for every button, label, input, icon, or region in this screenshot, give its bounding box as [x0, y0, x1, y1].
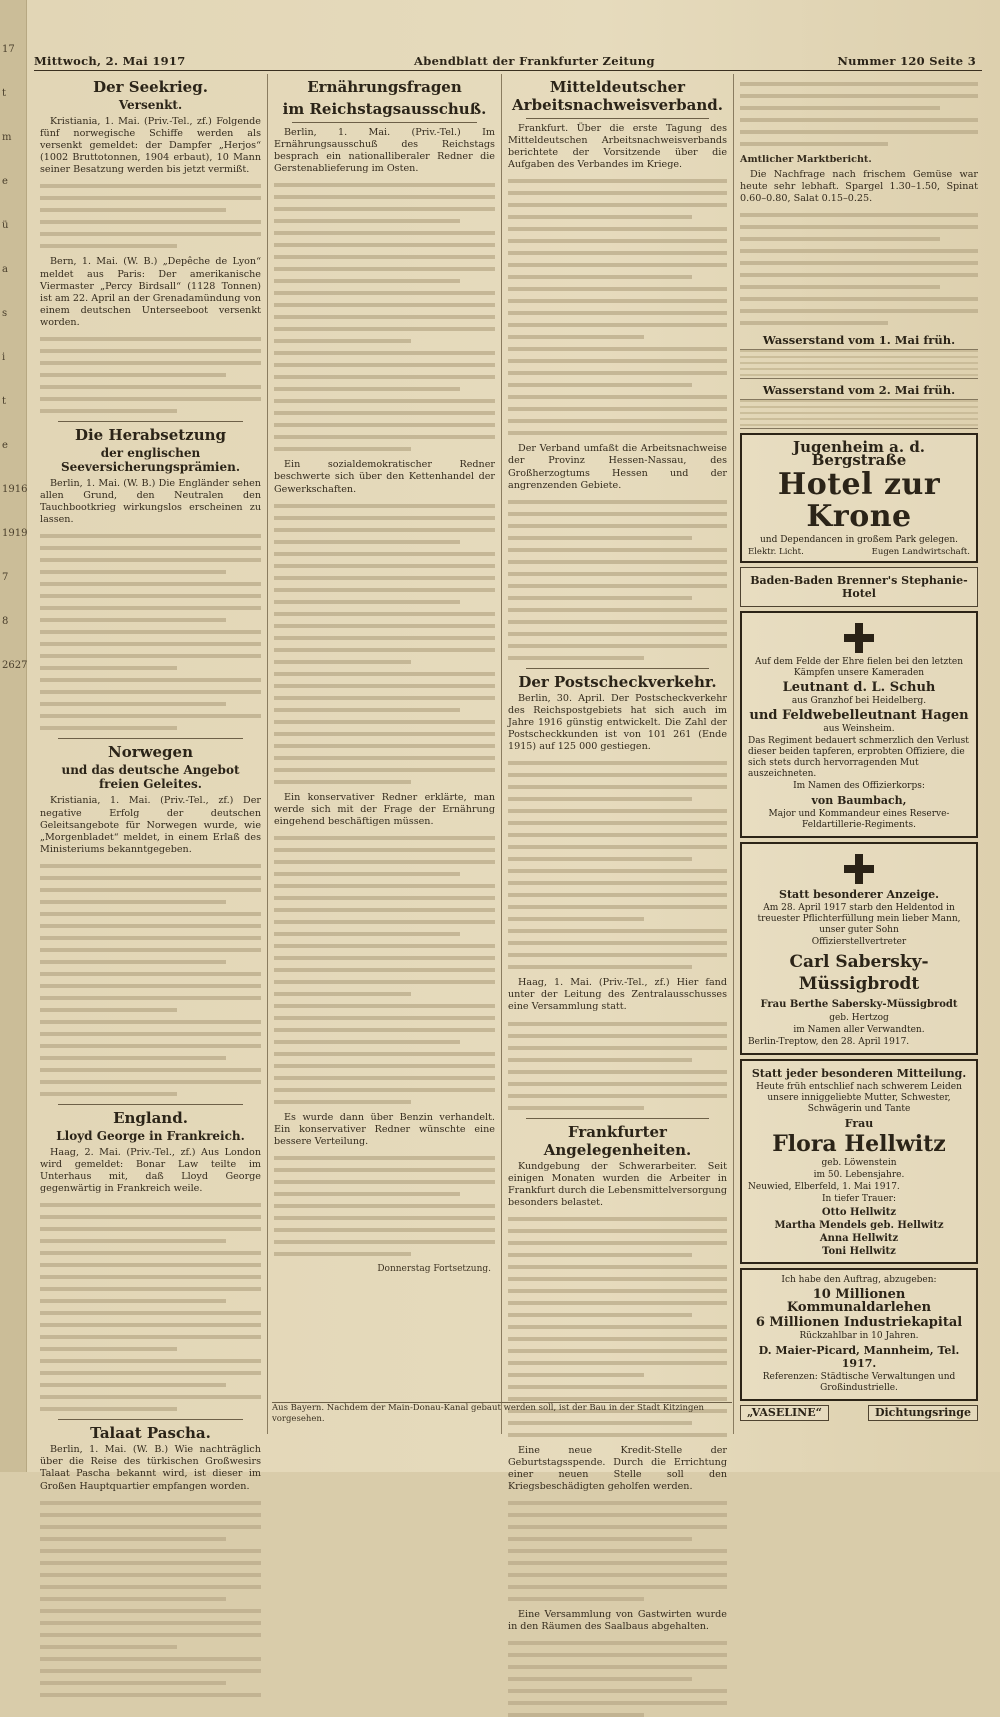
- obituary-family: im Namen aller Verwandten.: [793, 1025, 925, 1036]
- obituary-place: Neuwied, Elberfeld, 1. Mai 1917.: [748, 1182, 900, 1193]
- ad-location: Jugenheim a. d. Bergstraße: [792, 438, 926, 470]
- ad-footer-right: Eugen Landwirtschaft.: [871, 547, 970, 558]
- ad-stephanie-hotel: [740, 567, 978, 607]
- article-paragraph: Haag, 1. Mai. (Priv.-Tel., zf.) Hier fand unter der Leitung des Zentralausschusses eine Versammlung statt.: [508, 977, 727, 1013]
- article-title: Die Herabsetzung: [74, 426, 227, 445]
- article-paragraph: Kundgebung der Schwerarbeiter. Seit einigen Monaten wurden die Arbeiter in Frankfurt durch die Lebensmittelversorgung besonders belastet.: [508, 1160, 727, 1208]
- obituary-signer: von Baumbach,: [811, 794, 907, 808]
- obituary-title: Frau: [844, 1117, 874, 1131]
- edge-glyph: ü: [2, 220, 9, 231]
- obituary-rank: Offizierstellvertreter: [811, 937, 907, 948]
- edge-glyph: t: [2, 88, 7, 99]
- obituary-age: im 50. Lebensjahre.: [813, 1170, 905, 1181]
- illegible-text-block: [508, 1501, 727, 1601]
- edge-glyph: 7: [2, 572, 9, 583]
- obituary-intro: Auf dem Felde der Ehre fielen bei den letzten Kämpfen unsere Kameraden: [754, 657, 964, 679]
- divider: [292, 122, 477, 123]
- illegible-text-block: [274, 1156, 495, 1256]
- illegible-text-block: [508, 1641, 727, 1717]
- market-heading: Amtlicher Marktbericht.: [740, 154, 872, 165]
- edge-glyph: 2627: [2, 660, 28, 671]
- edge-glyph: t: [2, 396, 7, 407]
- edge-glyph: e: [2, 440, 8, 451]
- issue-date: Mittwoch, 2. Mai 1917: [34, 54, 186, 68]
- article-title: Frankfurter Angelegenheiten.: [543, 1122, 692, 1159]
- article-paragraph: Haag, 2. Mai. (Priv.-Tel., zf.) Aus London wird gemeldet: Bonar Law teilte im Unterhaus mit, daß Lloyd George gegenwärtig in Frankreich weile.: [40, 1146, 261, 1195]
- obituary-detail: aus Granzhof bei Heidelberg.: [791, 696, 927, 707]
- article-title: England.: [113, 1108, 188, 1127]
- bottom-notice: Aus Bayern. Nachdem der Main-Donau-Kanal gebaut werden soll, ist der Bau in der Stadt Kitzingen vorgesehen.: [272, 1402, 732, 1429]
- article-paragraph: Bern, 1. Mai. (W. B.) „Depêche de Lyon“ meldet aus Paris: Der amerikanische Viermaster „Percy Birdsall“ (1128 Tonnen) ist am 22. April an der Grenadamündung von einem deutschen Unterseeboot versenkt worden.: [40, 256, 261, 328]
- column-4: [734, 74, 984, 1434]
- article-paragraph: Berlin, 1. Mai. (W. B.) Wie nachträglich über die Reise des türkischen Großwesirs Talaat Pascha bekannt wird, ist dieser im Großen Hauptquartier empfangen worden.: [40, 1444, 261, 1492]
- article-title: Ernährungsfragen: [307, 78, 462, 96]
- divider: [526, 118, 709, 119]
- mourner: Toni Hellwitz: [822, 1246, 896, 1258]
- article-paragraph: Kristiania, 1. Mai. (Priv.-Tel., zf.) Der negative Erfolg der deutschen Geleitsangebote für Norwegen wurde, wie „Morgenbladet“ meldet, in einem Erlaß des Ministeriums bekanntgegeben.: [40, 795, 261, 855]
- obituary-wife-born: geb. Hertzog: [829, 1013, 889, 1024]
- ad-description: und Dependancen in großem Park gelegen.: [759, 535, 958, 546]
- divider: [58, 421, 243, 422]
- continuation-note: Donnerstag Fortsetzung.: [377, 1264, 491, 1275]
- edge-glyph: 8: [2, 616, 9, 627]
- divider: [58, 1104, 243, 1105]
- water-level-title: Wasserstand vom 1. Mai früh.: [762, 333, 956, 348]
- article-paragraph: Ein sozialdemokratischer Redner beschwerte sich über den Kettenhandel der Gewerkschaften.: [274, 459, 495, 495]
- obituary-detail: aus Weinsheim.: [823, 724, 895, 735]
- obituary-name: Leutnant d. L. Schuh: [782, 680, 936, 696]
- obituary-born: geb. Löwenstein: [821, 1158, 897, 1169]
- ad-bank-firm: D. Maier-Picard, Mannheim, Tel. 1917.: [758, 1344, 960, 1371]
- adjacent-page-edge: [0, 0, 27, 1472]
- article-paragraph: Berlin, 1. Mai. (W. B.) Die Engländer sehen allen Grund, den Neutralen den Tauchbootkrieg wirkungslos erscheinen zu lassen.: [40, 478, 261, 526]
- edge-glyph: 1919: [2, 528, 28, 539]
- article-paragraph: Ein konservativer Redner erklärte, man werde sich mit der Frage der Ernährung eingehend beschäftigen müssen.: [274, 791, 495, 827]
- obituary-name: und Feldwebelleutnant Hagen: [749, 708, 969, 724]
- ad-hotel-krone: [740, 433, 978, 563]
- obituary-sign-title: Major und Kommandeur eines Reserve-Feldartillerie-Regiments.: [768, 809, 950, 831]
- illegible-text-block: [508, 500, 727, 660]
- article-title: Der Postscheckverkehr.: [518, 672, 717, 691]
- mourner: Martha Mendels geb. Hellwitz: [774, 1220, 944, 1232]
- obituary-text: Das Regiment bedauert schmerzlich den Verlust dieser beiden tapferen, erprobten Offiziere, die sich stets durch hervorragenden Mut auszeichneten.: [748, 736, 969, 780]
- edge-glyph: e: [2, 176, 8, 187]
- ad-bank-terms: Rückzahlbar in 10 Jahren.: [799, 1331, 919, 1342]
- iron-cross-icon: [844, 623, 874, 653]
- article-subtitle: im Reichstagsausschuß.: [282, 100, 487, 118]
- ad-bank-offer: 10 Millionen Kommunaldarlehen: [786, 1287, 932, 1316]
- divider: [526, 1118, 709, 1119]
- obituary-sign: Im Namen des Offizierkorps:: [793, 781, 925, 792]
- article-paragraph: Berlin, 30. April. Der Postscheckverkehr des Reichspostgebiets hat sich auch im Jahre 1916 günstig entwickelt. Die Zahl der Postscheckkunden ist von 101 261 (Ende 1915) auf 125 000 gestiegen.: [508, 692, 727, 753]
- article-paragraph: Der Verband umfaßt die Arbeitsnachweise der Provinz Hessen-Nassau, des Großherzogtums Hessen und der angrenzenden Gebiete.: [508, 443, 727, 491]
- illegible-text-block: [40, 864, 261, 1096]
- edge-glyph: a: [2, 264, 8, 275]
- obituary-text: Heute früh entschlief nach schwerem Leiden unsere inniggeliebte Mutter, Schwester, Schwägerin und Tante: [756, 1082, 962, 1115]
- article-subtitle: Lloyd George in Frankreich.: [56, 1128, 245, 1143]
- article-title: Norwegen: [107, 743, 193, 762]
- issue-number: Nummer 120 Seite 3: [837, 54, 976, 68]
- mourner: Otto Hellwitz: [821, 1207, 897, 1219]
- edge-glyph: i: [2, 352, 6, 363]
- article-paragraph: Eine Versammlung von Gastwirten wurde in den Räumen des Saalbaus abgehalten.: [508, 1609, 727, 1633]
- ad-footer-left: Elektr. Licht.: [748, 547, 804, 558]
- obituary-sabersky: [740, 842, 978, 1055]
- illegible-text-block: [40, 1203, 261, 1411]
- column-1: [34, 74, 268, 1492]
- illegible-text-block: [274, 836, 495, 1104]
- newspaper-title: Abendblatt der Frankfurter Zeitung: [414, 54, 655, 68]
- illegible-text-block: [40, 184, 261, 248]
- article-paragraph: Eine neue Kredit-Stelle der Geburtstagsspende. Durch die Errichtung einer neuen Stelle soll den Kriegsbeschädigten geholfen werden.: [508, 1444, 727, 1493]
- edge-glyph: m: [2, 132, 12, 143]
- illegible-text-block: [508, 179, 727, 435]
- illegible-text-block: [740, 213, 978, 325]
- divider: [526, 668, 709, 669]
- divider: [58, 738, 243, 739]
- ad-text: Baden-Baden Brenner's Stephanie-Hotel: [750, 574, 968, 601]
- article-title: Der Seekrieg.: [93, 78, 208, 96]
- obituary-wife: Frau Berthe Sabersky-Müssigbrodt: [760, 999, 958, 1011]
- illegible-text-block: [508, 761, 727, 969]
- illegible-text-block: [40, 1501, 261, 1697]
- edge-glyph: s: [2, 308, 8, 319]
- ad-hotel-name: Hotel zur Krone: [777, 467, 941, 535]
- water-level-table: [740, 349, 978, 379]
- ad-bank-offer: 6 Millionen Industriekapital: [755, 1315, 963, 1331]
- water-level-title: Wasserstand vom 2. Mai früh.: [762, 383, 956, 398]
- obituary-officers: [740, 611, 978, 838]
- ad-footer: [748, 547, 970, 557]
- column-2: [268, 74, 502, 1434]
- market-report: Die Nachfrage nach frischem Gemüse war heute sehr lebhaft. Spargel 1.30–1.50, Spinat 0.60–0.80, Salat 0.15–0.25.: [740, 169, 978, 205]
- article-title: Mitteldeutscher Arbeitsnachweisverband.: [512, 78, 723, 114]
- article-subtitle: Versenkt.: [118, 98, 183, 112]
- obituary-name: Flora Hellwitz: [772, 1131, 946, 1158]
- mourner: Anna Hellwitz: [819, 1233, 899, 1245]
- ad-vaseline: „VASELINE“: [740, 1405, 829, 1421]
- obituary-name: Carl Sabersky-Müssigbrodt: [789, 952, 929, 995]
- obituary-head: Statt besonderer Anzeige.: [779, 888, 939, 902]
- obituary-head: Statt jeder besonderen Mitteilung.: [751, 1067, 967, 1081]
- ad-bank: [740, 1268, 978, 1401]
- illegible-text-block: [40, 337, 261, 413]
- edge-glyph: 1916: [2, 484, 28, 495]
- masthead: [34, 52, 982, 71]
- obituary-place: Berlin-Treptow, den 28. April 1917.: [748, 1037, 910, 1048]
- edge-glyph: 17: [2, 44, 15, 55]
- obituary-hellwitz: [740, 1059, 978, 1264]
- ad-bank-references: Referenzen: Städtische Verwaltungen und Großindustrielle.: [762, 1372, 956, 1394]
- divider: [58, 1419, 243, 1420]
- illegible-text-block: [508, 1022, 727, 1110]
- mourners-head: In tiefer Trauer:: [822, 1194, 896, 1205]
- obituary-text: Am 28. April 1917 starb den Heldentod in treuester Pflichterfüllung mein lieber Mann, unser guter Sohn: [757, 903, 961, 936]
- illegible-text-block: [274, 504, 495, 784]
- article-subtitle: der englischen Seeversicherungsprämien.: [60, 446, 241, 475]
- iron-cross-icon: [844, 854, 874, 884]
- ad-bank-intro: Ich habe den Auftrag, abzugeben:: [781, 1275, 937, 1286]
- article-subtitle: und das deutsche Angebot freien Geleites.: [61, 763, 240, 792]
- article-paragraph: Berlin, 1. Mai. (Priv.-Tel.) Im Ernährungsausschuß des Reichstags besprach ein nationalliberaler Redner die Gerstenablieferung im Osten.: [274, 127, 495, 175]
- illegible-text-block: [740, 82, 978, 146]
- article-paragraph: Es wurde dann über Benzin verhandelt. Ein konservativer Redner wünschte eine bessere Verteilung.: [274, 1111, 495, 1148]
- illegible-text-block: [40, 534, 261, 730]
- ad-dichtungsringe: Dichtungsringe: [868, 1405, 978, 1421]
- column-3: [502, 74, 734, 1633]
- illegible-text-block: [274, 183, 495, 451]
- article-paragraph: Frankfurt. Über die erste Tagung des Mitteldeutschen Arbeitsnachweisverbands berichtete der Vorsitzende über die Aufgaben des Verbandes im Kriege.: [508, 123, 727, 171]
- article-paragraph: Kristiania, 1. Mai. (Priv.-Tel., zf.) Folgende fünf norwegische Schiffe werden als versenkt gemeldet: der Dampfer „Herjos“ (1002 Bruttotonnen, 1904 erbaut), 10 Mann seiner Besatzung werden bis jetzt vermißt.: [40, 116, 261, 176]
- article-title: Talaat Pascha.: [90, 1424, 211, 1443]
- water-level-table: [740, 399, 978, 429]
- bottom-ads: [740, 1405, 978, 1421]
